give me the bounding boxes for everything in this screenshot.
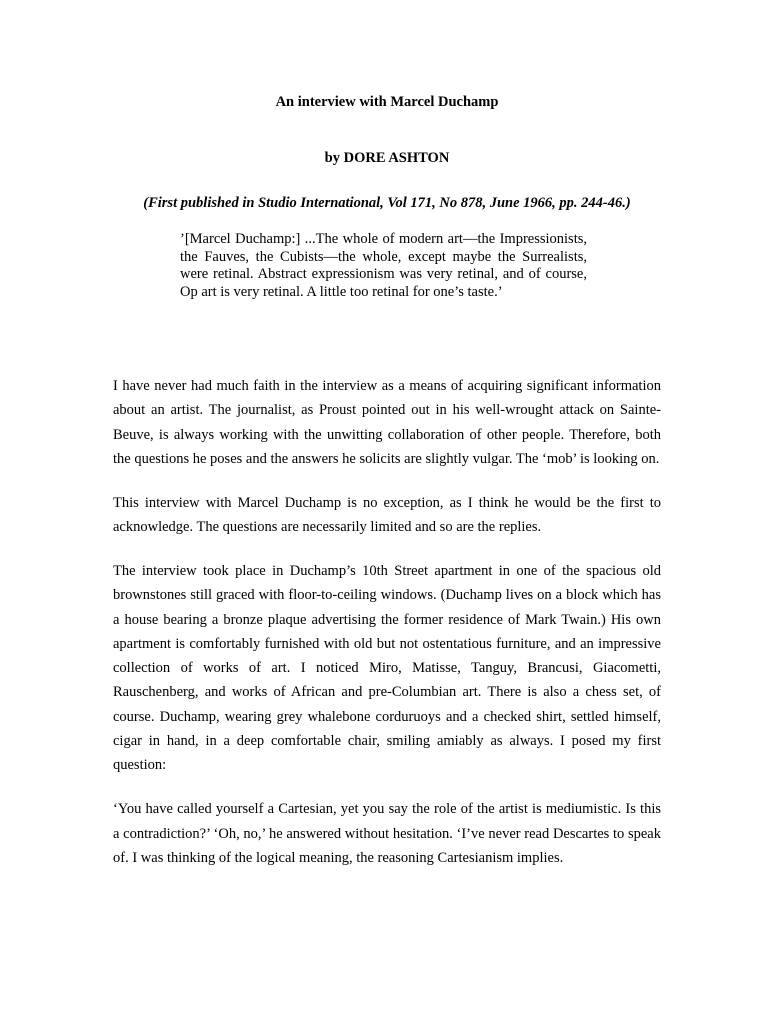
publication-note: (First published in Studio International, Vol 171, No 878, June 1966, pp. 244-46.) [143,195,631,211]
author-byline: by DORE ASHTON [324,150,450,166]
body-paragraph: I have never had much faith in the interview as a means of acquiring significant information about an artist. The journalist, as Proust pointed out in his well-wrought attack on Sainte-Beuve, is always working with the unwitting collaboration of other people. Therefore, both the questions he poses and the answers he solicits are slightly vulgar. The ‘mob’ is looking on. [113,378,661,467]
epigraph-quote: ’[Marcel Duchamp:] ...The whole of modern art—the Impressionists, the Fauves, the Cubists—the whole, except maybe the Surrealists, were retinal. Abstract expressionism was very retinal, and of course, Op art is very retinal. A little too retinal for one’s taste.’ [180,231,587,300]
body-paragraph: This interview with Marcel Duchamp is no exception, as I think he would be the first to acknowledge. The questions are necessarily limited and so are the replies. [113,494,661,536]
document-title: An interview with Marcel Duchamp [275,94,499,110]
body-paragraph: The interview took place in Duchamp’s 10th Street apartment in one of the spacious old brownstones still graced with floor-to-ceiling windows. (Duchamp lives on a block which has a house bearing a bronze plaque advertising the former residence of Mark Twain.) His own apartment is comfortably furnished with old but not ostentatious furniture, and an impressive collection of works of art. I noticed Miro, Matisse, Tanguy, Brancusi, Giacometti, Rauschenberg, and works of African and pre-Columbian art. There is also a chess set, of course. Duchamp, wearing grey whalebone corduruoys and a checked shirt, settled himself, cigar in hand, in a deep comfortable chair, smiling amiably as always. I posed my first question: [113,562,661,774]
body-paragraph: ‘You have called yourself a Cartesian, yet you say the role of the artist is mediumistic. Is this a contradiction?’ ‘Oh, no,’ he answered without hesitation. ‘I’ve never read Descartes to speak of. I was thinking of the logical meaning, the reasoning Cartesianism implies. [113,801,661,866]
article-body [113,374,661,890]
